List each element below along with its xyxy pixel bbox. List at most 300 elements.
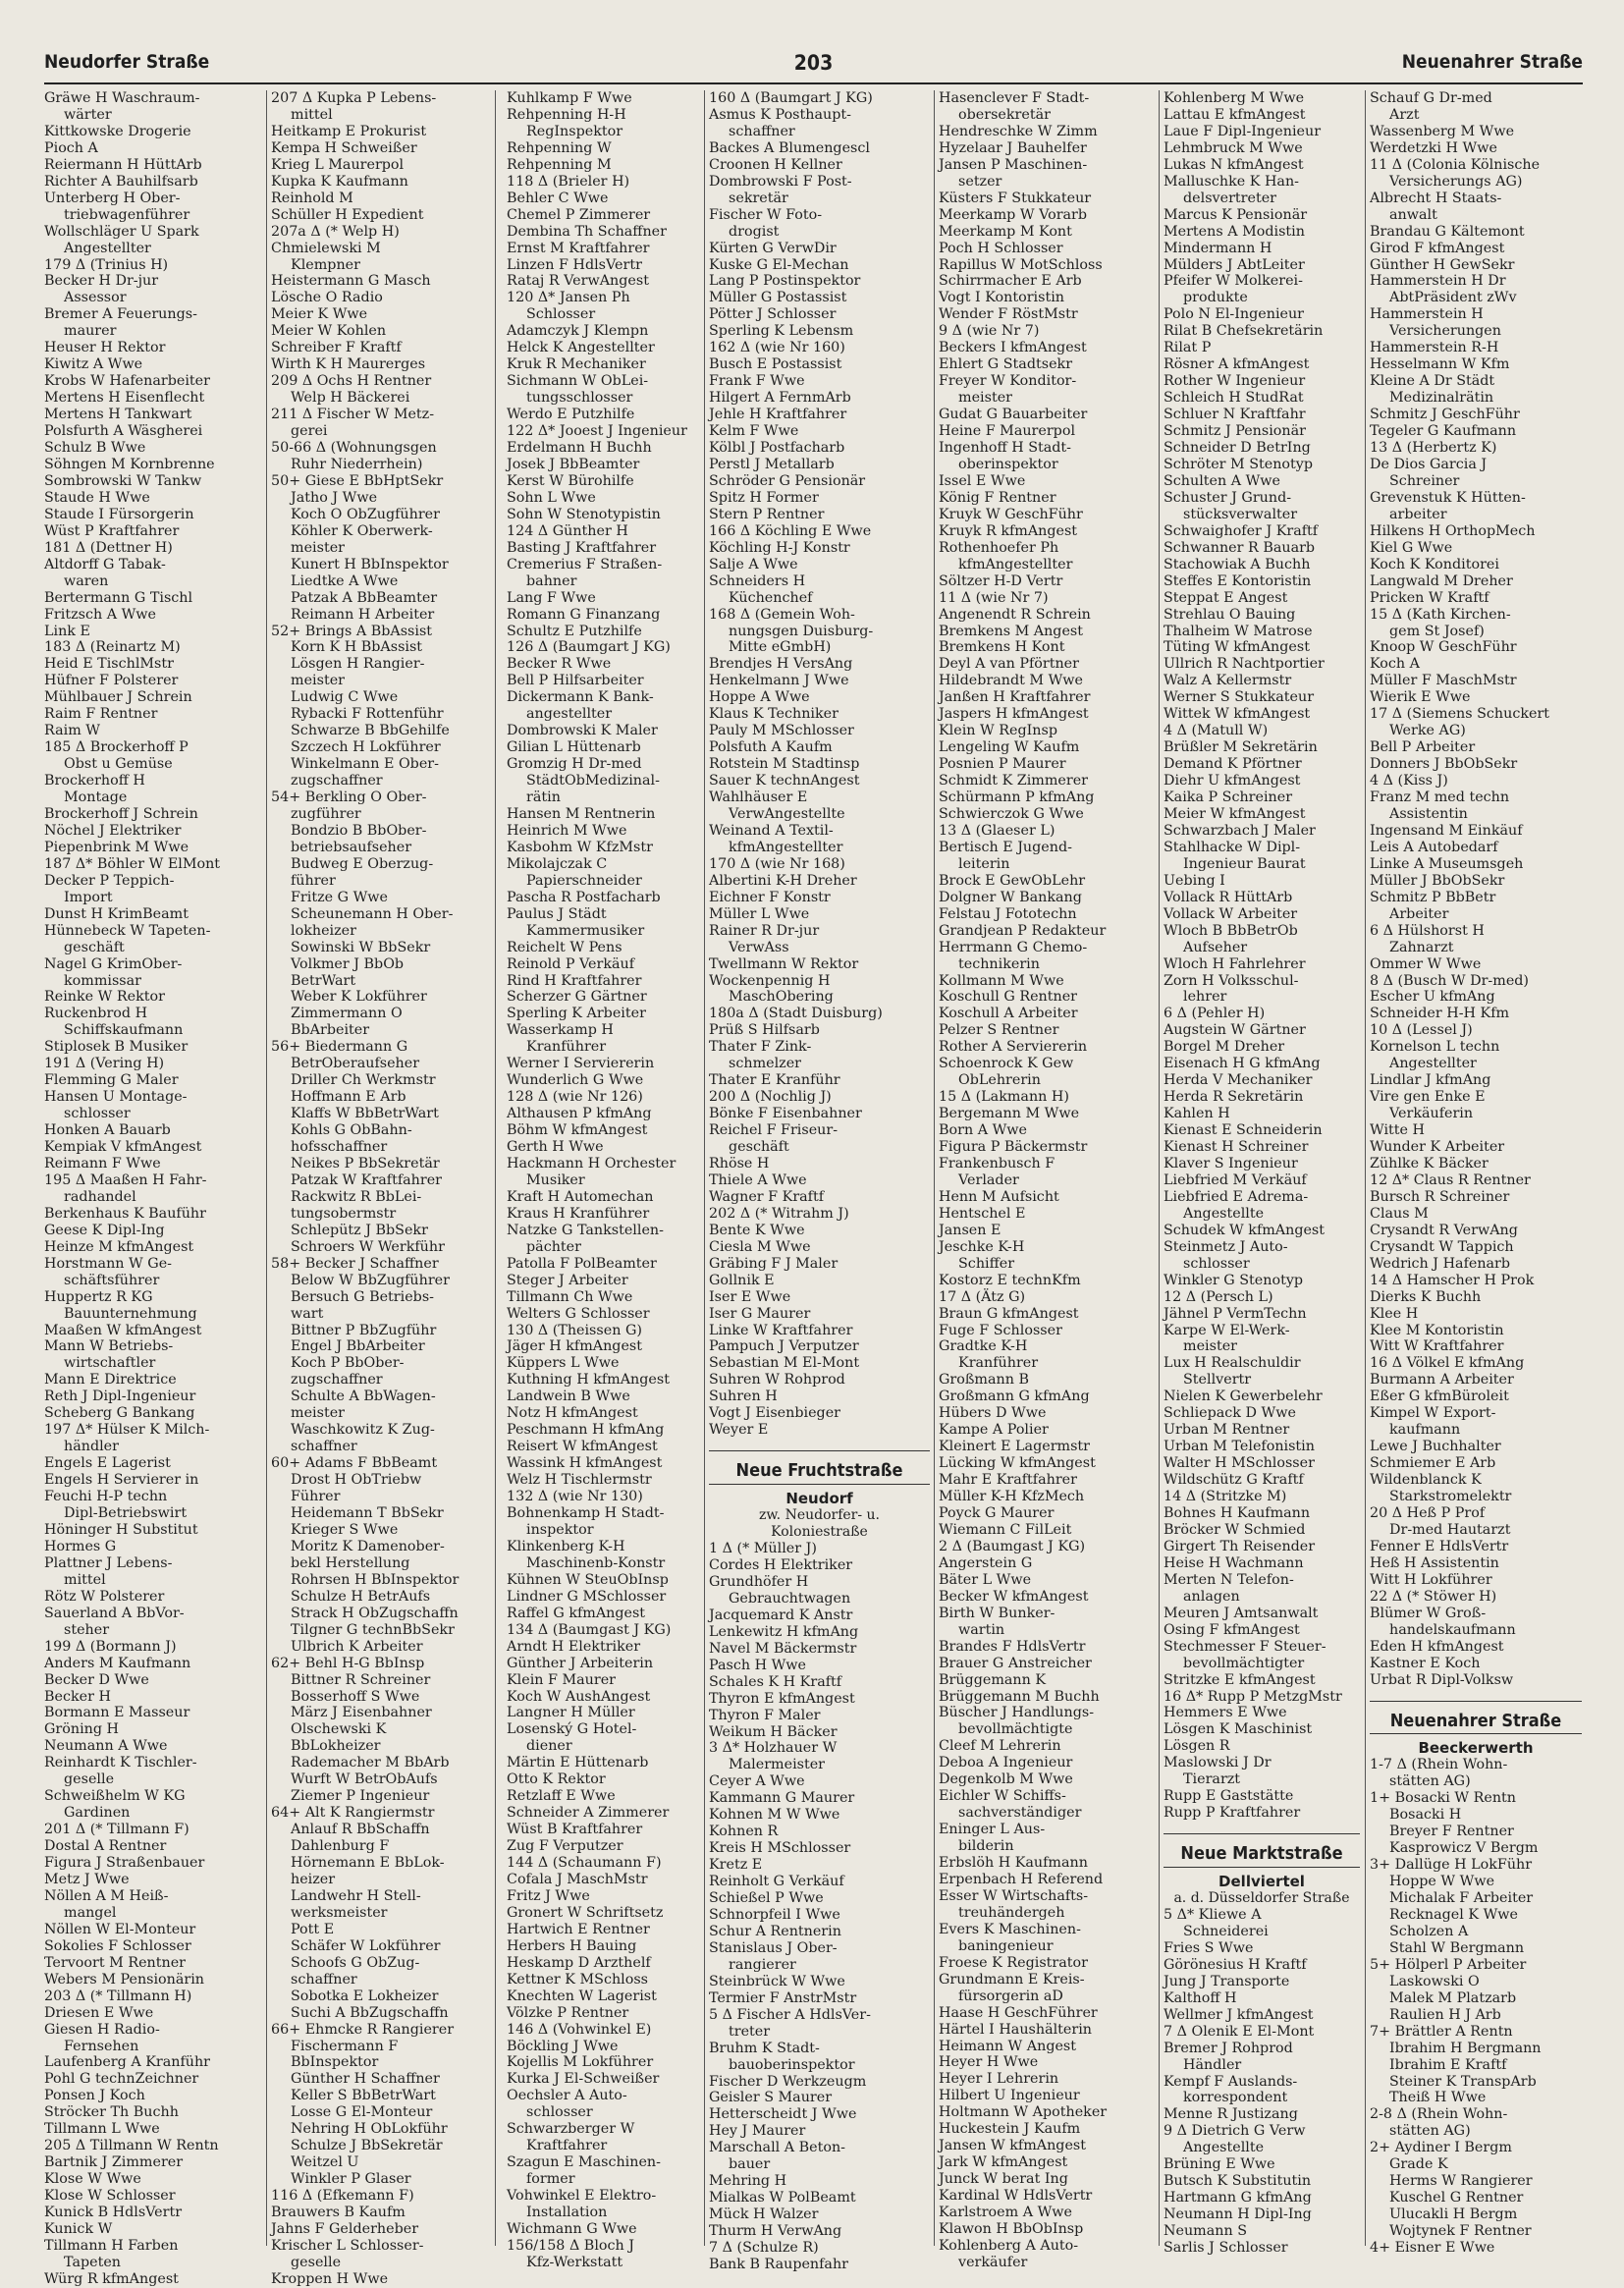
entry-continuation: Waschkowitz K Zug- [291, 1422, 435, 1439]
directory-entry: Brockerhoff H [44, 773, 145, 790]
directory-entry: 60+ Adams F BbBeamt [271, 1455, 438, 1472]
directory-entry: Kürten G VerwDir [709, 240, 837, 256]
entry-continuation: treter [729, 2023, 771, 2040]
directory-entry: Reichelt W Pens [507, 939, 623, 955]
directory-entry: Suhren H [709, 1389, 778, 1405]
directory-entry: Koch A [1370, 656, 1420, 673]
directory-entry: Meier W Kohlen [271, 323, 387, 340]
directory-entry: Heine F Maurerpol [939, 423, 1076, 440]
entry-continuation: Landwehr H Stell- [291, 1887, 421, 1904]
directory-entry: Dombrowski F Post- [709, 173, 852, 190]
directory-entry: Marcus K Pensionär [1164, 206, 1308, 223]
entry-continuation: wärter [64, 106, 112, 123]
entry-continuation: Scheunemann H Ober- [291, 905, 454, 922]
entry-continuation: Versicherungs AG) [1389, 173, 1523, 190]
entry-continuation: Schroers W Werkführ [291, 1238, 445, 1255]
directory-entry: Wichmann G Wwe [507, 2221, 637, 2237]
directory-entry: Klaver S Ingenieur [1164, 1156, 1298, 1171]
directory-entry: Pauly M MSchlosser [709, 723, 854, 739]
entry-continuation: tungsschlosser [526, 390, 633, 407]
directory-entry: Heskamp D Arzthelf [507, 1954, 651, 1971]
directory-entry: Lenkewitz H kfmAng [709, 1623, 859, 1640]
directory-entry: Köchling H-J Konstr [709, 539, 850, 556]
directory-entry: Stanislaus J Ober- [709, 1939, 838, 1956]
entry-continuation: VerwAss [729, 939, 789, 955]
directory-entry: Sohn L Wwe [507, 489, 596, 506]
directory-entry: Behler C Wwe [507, 190, 609, 206]
entry-continuation: Versicherungen [1389, 323, 1501, 340]
directory-entry: Wollschläger U Spark [44, 223, 199, 240]
entry-continuation: schaffner [291, 1971, 357, 1988]
directory-entry: Lattau E kfmAngest [1164, 106, 1306, 123]
entry-continuation: Keller S BbBetrWart [291, 2088, 436, 2104]
directory-entry: Gilian L Hüttenarb [507, 739, 641, 756]
entry-continuation: Scholzen A [1389, 1923, 1469, 1939]
directory-entry: Steinbrück W Wwe [709, 1973, 845, 1989]
directory-entry: Ernst M Kraftfahrer [507, 240, 650, 256]
directory-entry: Thyron E kfmAngest [709, 1690, 855, 1707]
directory-entry: Dierks K Buchh [1370, 1288, 1482, 1305]
directory-entry: Neumann H Dipl-Ing [1164, 2206, 1312, 2223]
directory-entry: Witt H Lokführer [1370, 1571, 1492, 1588]
entry-continuation: Schwarze B BbGehilfe [291, 723, 450, 739]
directory-entry: Kühnen W SteuObInsp [507, 1571, 669, 1588]
directory-entry: Bell P Hilfsarbeiter [507, 673, 644, 689]
directory-entry: Wildschütz G Kraftf [1164, 1472, 1304, 1489]
entry-continuation: Ludwig C Wwe [291, 689, 399, 706]
entry-continuation: StädtObMedizinal- [526, 773, 660, 790]
directory-entry: Kienast E Schneiderin [1164, 1122, 1323, 1139]
entry-continuation: Werke AG) [1389, 723, 1466, 739]
directory-entry: Kunick W [44, 2221, 113, 2237]
entry-continuation: stücksverwalter [1183, 506, 1298, 522]
directory-entry: 134 Δ (Baumgast J KG) [507, 1621, 672, 1638]
entry-continuation: gem St Josef) [1389, 623, 1485, 639]
entry-continuation: Arzt [1389, 106, 1420, 123]
directory-entry: Berkenhaus K Bauführ [44, 1205, 206, 1222]
directory-entry: Richter A Bauhilfsarb [44, 173, 198, 190]
entry-continuation: Wurft W BetrObAufs [291, 1771, 438, 1788]
directory-entry: Schmiemer E Arb [1370, 1455, 1496, 1472]
directory-entry: Kastner E Koch [1370, 1655, 1481, 1671]
directory-entry: Althausen P kfmAng [507, 1106, 652, 1122]
directory-entry: Söltzer H-D Vertr [939, 572, 1063, 589]
entry-continuation: hofsschaffner [291, 1139, 388, 1156]
directory-entry: Froese K Registrator [939, 1954, 1088, 1971]
directory-entry: Klawon H BbObInsp [939, 2221, 1084, 2237]
directory-entry: Schales K H Kraftf [709, 1673, 842, 1690]
entry-continuation: BetrWart [291, 972, 356, 989]
entry-continuation: sachverständiger [958, 1805, 1082, 1822]
directory-entry: Chmielewski M [271, 240, 381, 256]
directory-entry: Backes A Blumengescl [709, 139, 870, 156]
entry-continuation: AbtPräsident zWv [1389, 290, 1517, 306]
directory-entry: Navel M Bäckermstr [709, 1640, 857, 1657]
entry-continuation: Starkstromelektr [1389, 1489, 1512, 1505]
directory-entry: Geisler S Maurer [709, 2090, 833, 2106]
directory-entry: Schweißhelm W KG [44, 1788, 186, 1805]
directory-entry: Grandjean P Redakteur [939, 922, 1107, 939]
directory-entry: Mann W Betriebs- [44, 1338, 174, 1355]
directory-entry: Jahns F Gelderheber [271, 2221, 419, 2237]
entry-continuation: Mitte eGmbH) [729, 639, 832, 656]
entry-continuation: baningenieur [958, 1937, 1054, 1954]
directory-entry: Wierik E Wwe [1370, 689, 1471, 706]
directory-entry: Schoenrock K Gew [939, 1056, 1074, 1072]
directory-entry: Steffes E Kontoristin [1164, 572, 1312, 589]
directory-entry: Zorn H Volksschul- [1164, 972, 1299, 989]
directory-entry: Heistermann G Masch [271, 273, 431, 290]
directory-entry: Dombrowski K Maler [507, 723, 658, 739]
directory-entry: Anders M Kaufmann [44, 1655, 191, 1671]
directory-entry: Busch E Postassist [709, 356, 842, 373]
directory-entry: Jansen E [939, 1222, 1001, 1238]
entry-continuation: RegInspektor [526, 123, 623, 139]
directory-entry: Fischer W Foto- [709, 206, 823, 223]
directory-entry: Kerst W Bürohilfe [507, 472, 634, 489]
directory-entry: Witt W Kraftfahrer [1370, 1338, 1504, 1355]
entry-continuation: Drost H ObTriebw [291, 1472, 422, 1489]
entry-continuation: wirtschaftler [64, 1355, 156, 1372]
column-divider [704, 90, 705, 2246]
entry-continuation: meister [291, 539, 345, 556]
entry-continuation: Korn K H BbAssist [291, 639, 423, 656]
directory-entry: Poch H Schlosser [939, 240, 1063, 256]
directory-entry: Brendjes H VersAng [709, 656, 853, 673]
directory-entry: Hilkens H OrthopMech [1370, 522, 1536, 539]
directory-entry: 50-66 Δ (Wohnungsgen [271, 440, 437, 457]
directory-entry: Kroppen H Wwe [271, 2270, 389, 2287]
entry-continuation: produkte [1183, 290, 1248, 306]
directory-entry: Heyer I Lehrerin [939, 2071, 1059, 2088]
directory-entry: Crysandt W Tappich [1370, 1238, 1514, 1255]
entry-continuation: meister [291, 673, 345, 689]
directory-entry: Vohwinkel E Elektro- [507, 2188, 657, 2205]
directory-entry: Asmus K Posthaupt- [709, 106, 851, 123]
directory-entry: Croonen H Kellner [709, 156, 842, 173]
entry-continuation: bevollmächtigter [1183, 1655, 1305, 1671]
directory-entry: Ehlert G Stadtsekr [939, 356, 1073, 373]
directory-entry: Nagel G KrimOber- [44, 955, 183, 972]
directory-entry: Kammann G Maurer [709, 1790, 855, 1807]
street-heading: Neue Marktstraße [1164, 1833, 1360, 1868]
directory-entry: Polo N El-Ingenieur [1164, 306, 1305, 323]
entry-continuation: Olschewski K [291, 1721, 387, 1738]
directory-entry: 202 Δ (* Witrahm J) [709, 1205, 849, 1222]
entry-continuation: Bauunternehmung [64, 1305, 197, 1322]
entry-continuation: Weitzel U [291, 2154, 359, 2171]
directory-entry: Wagner F Kraftf [709, 1188, 825, 1205]
entry-continuation: Kasprowicz V Bergm [1389, 1840, 1539, 1857]
directory-entry: Krieg L Maurerpol [271, 156, 405, 173]
directory-entry: Schulz B Wwe [44, 440, 146, 457]
entry-continuation: Kammermusiker [526, 922, 645, 939]
directory-entry: Schreiber F Kraftf [271, 340, 402, 356]
entry-continuation: Schiffskaufmann [64, 1022, 184, 1039]
entry-continuation: Zimmermann O [291, 1006, 403, 1022]
directory-entry: Schwierczok G Wwe [939, 805, 1084, 822]
directory-entry: Urbat R Dipl-Volksw [1370, 1671, 1514, 1688]
directory-entry: Jaspers H kfmAngest [939, 706, 1089, 723]
entry-continuation: Küchenchef [729, 589, 813, 606]
entry-continuation: steher [64, 1621, 110, 1638]
directory-entry: Kienast H Schreiner [1164, 1139, 1309, 1156]
entry-continuation: Gardinen [64, 1805, 131, 1822]
directory-entry: Heise H Wachmann [1164, 1554, 1304, 1571]
directory-entry: Driesen E Wwe [44, 2004, 154, 2021]
entry-continuation: bevollmächtigte [958, 1721, 1073, 1738]
directory-entry: Horstmann W Ge- [44, 1255, 172, 1272]
directory-entry: Schirrmacher E Arb [939, 273, 1082, 290]
directory-entry: 144 Δ (Schaumann F) [507, 1855, 662, 1872]
directory-entry: 4+ Eisner E Wwe [1370, 2240, 1495, 2257]
directory-entry: Brockerhoff J Schrein [44, 805, 198, 822]
directory-entry: Rother A Serviererin [939, 1039, 1088, 1056]
entry-continuation: Bittner R Schreiner [291, 1671, 431, 1688]
directory-entry: Oechsler A Auto- [507, 2088, 627, 2104]
directory-entry: Maslowski J Dr [1164, 1755, 1272, 1771]
entry-continuation: Rohrsen H BbInspektor [291, 1571, 460, 1588]
directory-entry: Burmann A Arbeiter [1370, 1372, 1514, 1389]
directory-entry: Rilat P [1164, 340, 1212, 356]
directory-entry: Schluer N Kraftfahr [1164, 407, 1306, 423]
entry-continuation: lokheizer [291, 922, 356, 939]
entry-continuation: Kranführer [958, 1355, 1039, 1372]
directory-entry: Bremer J Rohprod [1164, 2040, 1293, 2056]
entry-continuation: Tapeten [64, 2254, 121, 2270]
entry-continuation: heizer [291, 1871, 336, 1887]
entry-continuation: leiterin [958, 855, 1010, 872]
directory-entry: Lengeling W Kaufm [939, 739, 1080, 756]
directory-entry: Rehpenning M [507, 156, 612, 173]
entry-continuation: Bondzio B BbOber- [291, 822, 427, 839]
entry-continuation: Winkelmann E Ober- [291, 756, 439, 773]
directory-entry: Becker W kfmAngest [939, 1588, 1089, 1605]
directory-entry: Knechten W Lagerist [507, 1988, 657, 2004]
entry-continuation: angestellter [526, 706, 613, 723]
directory-entry: Lux H Realschuldir [1164, 1355, 1301, 1372]
directory-entry: Tegeler G Kaufmann [1370, 423, 1517, 440]
directory-entry: 9 Δ Dietrich G Verw [1164, 2123, 1306, 2140]
directory-entry: Ciesla M Wwe [709, 1238, 811, 1255]
directory-entry: 58+ Becker J Schaffner [271, 1255, 439, 1272]
directory-entry: Unterberg H Ober- [44, 190, 181, 206]
directory-entry: Karlstroem A Wwe [939, 2205, 1072, 2221]
entry-continuation: Fernsehen [64, 2038, 139, 2054]
directory-entry: Hey J Maurer [709, 2123, 806, 2140]
directory-entry: Müller F MaschMstr [1370, 673, 1517, 689]
directory-entry: Fries S Wwe [1164, 1939, 1254, 1956]
directory-entry: Menne R Justizang [1164, 2106, 1298, 2123]
entry-continuation: Angestellte [1183, 2140, 1265, 2156]
entry-continuation: Angestellter [64, 240, 151, 256]
directory-entry: Küsters F Stukkateur [939, 190, 1092, 206]
directory-entry: 199 Δ (Bormann J) [44, 1638, 177, 1655]
directory-entry: 124 Δ Günther H [507, 522, 628, 539]
directory-entry: Hansen U Montage- [44, 1089, 188, 1106]
directory-entry: Raim W [44, 723, 100, 739]
directory-entry: Staude H Wwe [44, 489, 150, 506]
directory-entry: Hübers D Wwe [939, 1405, 1047, 1422]
entry-continuation: wart [291, 1305, 324, 1322]
directory-entry: Lehmbruck M Wwe [1164, 139, 1303, 156]
directory-entry: Pelzer S Rentner [939, 1022, 1059, 1039]
entry-continuation: Installation [526, 2205, 608, 2221]
header-right-street: Neuenahrer Straße [1401, 51, 1583, 73]
entry-continuation: Szczech H Lokführer [291, 739, 441, 756]
directory-entry: Ingensand M Einkäuf [1370, 822, 1523, 839]
entry-continuation: ObLehrerin [958, 1072, 1041, 1089]
directory-entry: Mülders J AbtLeiter [1164, 256, 1305, 273]
directory-entry: Brauer G Anstreicher [939, 1655, 1092, 1671]
directory-entry: Kornelson L techn [1370, 1039, 1500, 1056]
entry-continuation: mittel [64, 1571, 106, 1588]
entry-continuation: stätten AG) [1389, 1773, 1471, 1790]
entry-continuation: Reimann H Arbeiter [291, 606, 435, 623]
entry-continuation: Papierschneider [526, 872, 642, 889]
directory-entry: 16 Δ Völkel E kfmAng [1370, 1355, 1525, 1372]
directory-entry: Kardinal W HdlsVertr [939, 2188, 1093, 2205]
directory-entry: Eninger L Aus- [939, 1822, 1046, 1838]
directory-entry: Kreis H MSchlosser [709, 1840, 851, 1857]
entry-continuation: Dahlenburg F [291, 1838, 390, 1855]
entry-continuation: schlosser [1183, 1255, 1250, 1272]
directory-entry: 10 Δ (Lessel J) [1370, 1022, 1473, 1039]
directory-entry: 203 Δ (* Tillmann H) [44, 1988, 192, 2004]
entry-continuation: Pott E [291, 1921, 335, 1937]
directory-entry: 5 Δ Fischer A HdlsVer- [709, 2006, 871, 2023]
entry-continuation: bilderin [958, 1838, 1014, 1855]
directory-entry: Pioch A [44, 139, 98, 156]
entry-continuation: Malek M Platzarb [1389, 1989, 1517, 2006]
column-5 [939, 90, 1155, 2270]
directory-entry: Kruk R Mechaniker [507, 356, 646, 373]
directory-entry: Gronert W Schriftsetz [507, 1904, 664, 1921]
directory-entry: 168 Δ (Gemein Woh- [709, 606, 855, 623]
directory-entry: Leis A Autobedarf [1370, 839, 1498, 855]
directory-entry: Schultz E Putzhilfe [507, 623, 642, 639]
entry-continuation: Klaffs W BbBetrWart [291, 1106, 439, 1122]
directory-entry: 54+ Berkling O Ober- [271, 790, 427, 806]
entry-continuation: Patzak A BbBeamter [291, 589, 438, 606]
entry-continuation: Rybacki F Rottenführ [291, 706, 444, 723]
directory-entry: Wunder K Arbeiter [1370, 1139, 1505, 1156]
directory-entry: Kohlenberg M Wwe [1164, 90, 1305, 106]
directory-entry: Heinrich M Wwe [507, 822, 627, 839]
directory-entry: Brüggemann K [939, 1671, 1047, 1688]
directory-entry: Vollack W Arbeiter [1164, 905, 1298, 922]
directory-entry: Schudek W kfmAngest [1164, 1222, 1326, 1238]
directory-entry: Kruyk W GeschFühr [939, 506, 1083, 522]
directory-entry: Hartwich E Rentner [507, 1921, 650, 1937]
directory-entry: 56+ Biedermann G [271, 1039, 408, 1056]
entry-continuation: Weber K Lokführer [291, 989, 427, 1006]
directory-entry: Metz J Wwe [44, 1871, 130, 1887]
entry-continuation: werksmeister [291, 1904, 388, 1921]
directory-entry: Ruckenbrod H [44, 1006, 148, 1022]
directory-entry: Schneider A Zimmerer [507, 1805, 670, 1822]
entry-continuation: mangel [64, 1904, 117, 1921]
directory-entry: Donners J BbObSekr [1370, 756, 1518, 773]
directory-entry: Kretz E [709, 1857, 763, 1874]
directory-entry: Kunick B HdlsVertr [44, 2205, 183, 2221]
directory-entry: Kojellis M Lokführer [507, 2054, 654, 2071]
directory-entry: Höninger H Substitut [44, 1521, 198, 1538]
column-divider [495, 90, 496, 2246]
directory-entry: Böhm W kfmAngest [507, 1122, 648, 1139]
directory-entry: Bartnik J Zimmerer [44, 2154, 184, 2171]
entry-continuation: Breyer F Rentner [1389, 1824, 1514, 1840]
directory-entry: Schur A Rentnerin [709, 1923, 841, 1939]
directory-entry: Haase H GeschFührer [939, 2004, 1098, 2021]
directory-entry: Cleef M Lehrerin [939, 1738, 1061, 1755]
directory-entry: Vogt J Eisenbieger [709, 1405, 840, 1422]
directory-entry: Sauer K technAngest [709, 773, 860, 790]
directory-entry: Großmann G kfmAng [939, 1389, 1090, 1405]
directory-entry: Chemel P Zimmerer [507, 206, 651, 223]
entry-continuation: Nehring H ObLokführ [291, 2121, 448, 2138]
directory-entry: Wittek W kfmAngest [1164, 706, 1311, 723]
entry-continuation: former [526, 2171, 575, 2188]
directory-entry: Rataj R VerwAngest [507, 273, 649, 290]
directory-entry: Schüller H Expedient [271, 206, 424, 223]
directory-entry: Müller K-H KfzMech [939, 1489, 1085, 1505]
entry-continuation: Ingenieur Baurat [1183, 855, 1306, 872]
entry-continuation: Fischermann F [291, 2038, 399, 2054]
directory-entry: Jehle H Kraftfahrer [709, 407, 847, 423]
entry-continuation: Schäfer W Lokführer [291, 1937, 441, 1954]
directory-entry: Stachowiak A Buchh [1164, 556, 1311, 572]
directory-entry: Janßen H Kraftfahrer [939, 689, 1091, 706]
column-1 [44, 90, 262, 2287]
entry-continuation: setzer [958, 173, 1002, 190]
directory-entry: Raim F Rentner [44, 706, 158, 723]
directory-entry: Basting J Kraftfahrer [507, 539, 657, 556]
entry-continuation: Kuschel G Rentner [1389, 2190, 1524, 2206]
entry-continuation: Rademacher M BbArb [291, 1755, 450, 1771]
directory-entry: Sperling K Lebensm [709, 323, 854, 340]
directory-entry: Ceyer A Wwe [709, 1773, 805, 1790]
directory-entry: Erdelmann H Buchh [507, 440, 652, 457]
directory-entry: Kölbl J Postfacharb [709, 440, 845, 457]
entry-continuation: Dr-med Hautarzt [1389, 1521, 1511, 1538]
entry-continuation: Ruhr Niederrhein) [291, 456, 423, 472]
entry-continuation: Losse G El-Monteur [291, 2104, 433, 2121]
directory-entry: 15 Δ (Kath Kirchen- [1370, 606, 1511, 623]
directory-entry: Reisert W kfmAngest [507, 1439, 658, 1455]
entry-continuation: kaufmann [1389, 1422, 1461, 1439]
directory-entry: Prüß S Hilfsarb [709, 1022, 820, 1039]
directory-entry: Lewe J Buchhalter [1370, 1439, 1501, 1455]
directory-entry: 1-7 Δ (Rhein Wohn- [1370, 1757, 1508, 1773]
directory-entry: Hetterscheidt J Wwe [709, 2106, 857, 2123]
directory-entry: Großmann B [939, 1372, 1029, 1389]
entry-continuation: Ibrahim H Bergmann [1389, 2040, 1542, 2056]
directory-entry: Thalheim W Matrose [1164, 623, 1313, 639]
directory-entry: Heid E TischlMstr [44, 656, 174, 673]
directory-entry: Posnien P Maurer [939, 756, 1066, 773]
entry-continuation: Assessor [64, 290, 127, 306]
directory-entry: Webers M Pensionärin [44, 1971, 205, 1988]
directory-entry: Giesen H Radio- [44, 2021, 160, 2038]
entry-continuation: Gebrauchtwagen [729, 1590, 851, 1607]
directory-entry: Kempf F Auslands- [1164, 2073, 1298, 2090]
directory-entry: Ommer W Wwe [1370, 955, 1482, 972]
directory-entry: Meerkamp M Kont [939, 223, 1072, 240]
directory-entry: 12 Δ (Persch L) [1164, 1288, 1273, 1305]
directory-entry: 185 Δ Brockerhoff P [44, 739, 189, 756]
directory-entry: Krobs W Hafenarbeiter [44, 373, 210, 390]
